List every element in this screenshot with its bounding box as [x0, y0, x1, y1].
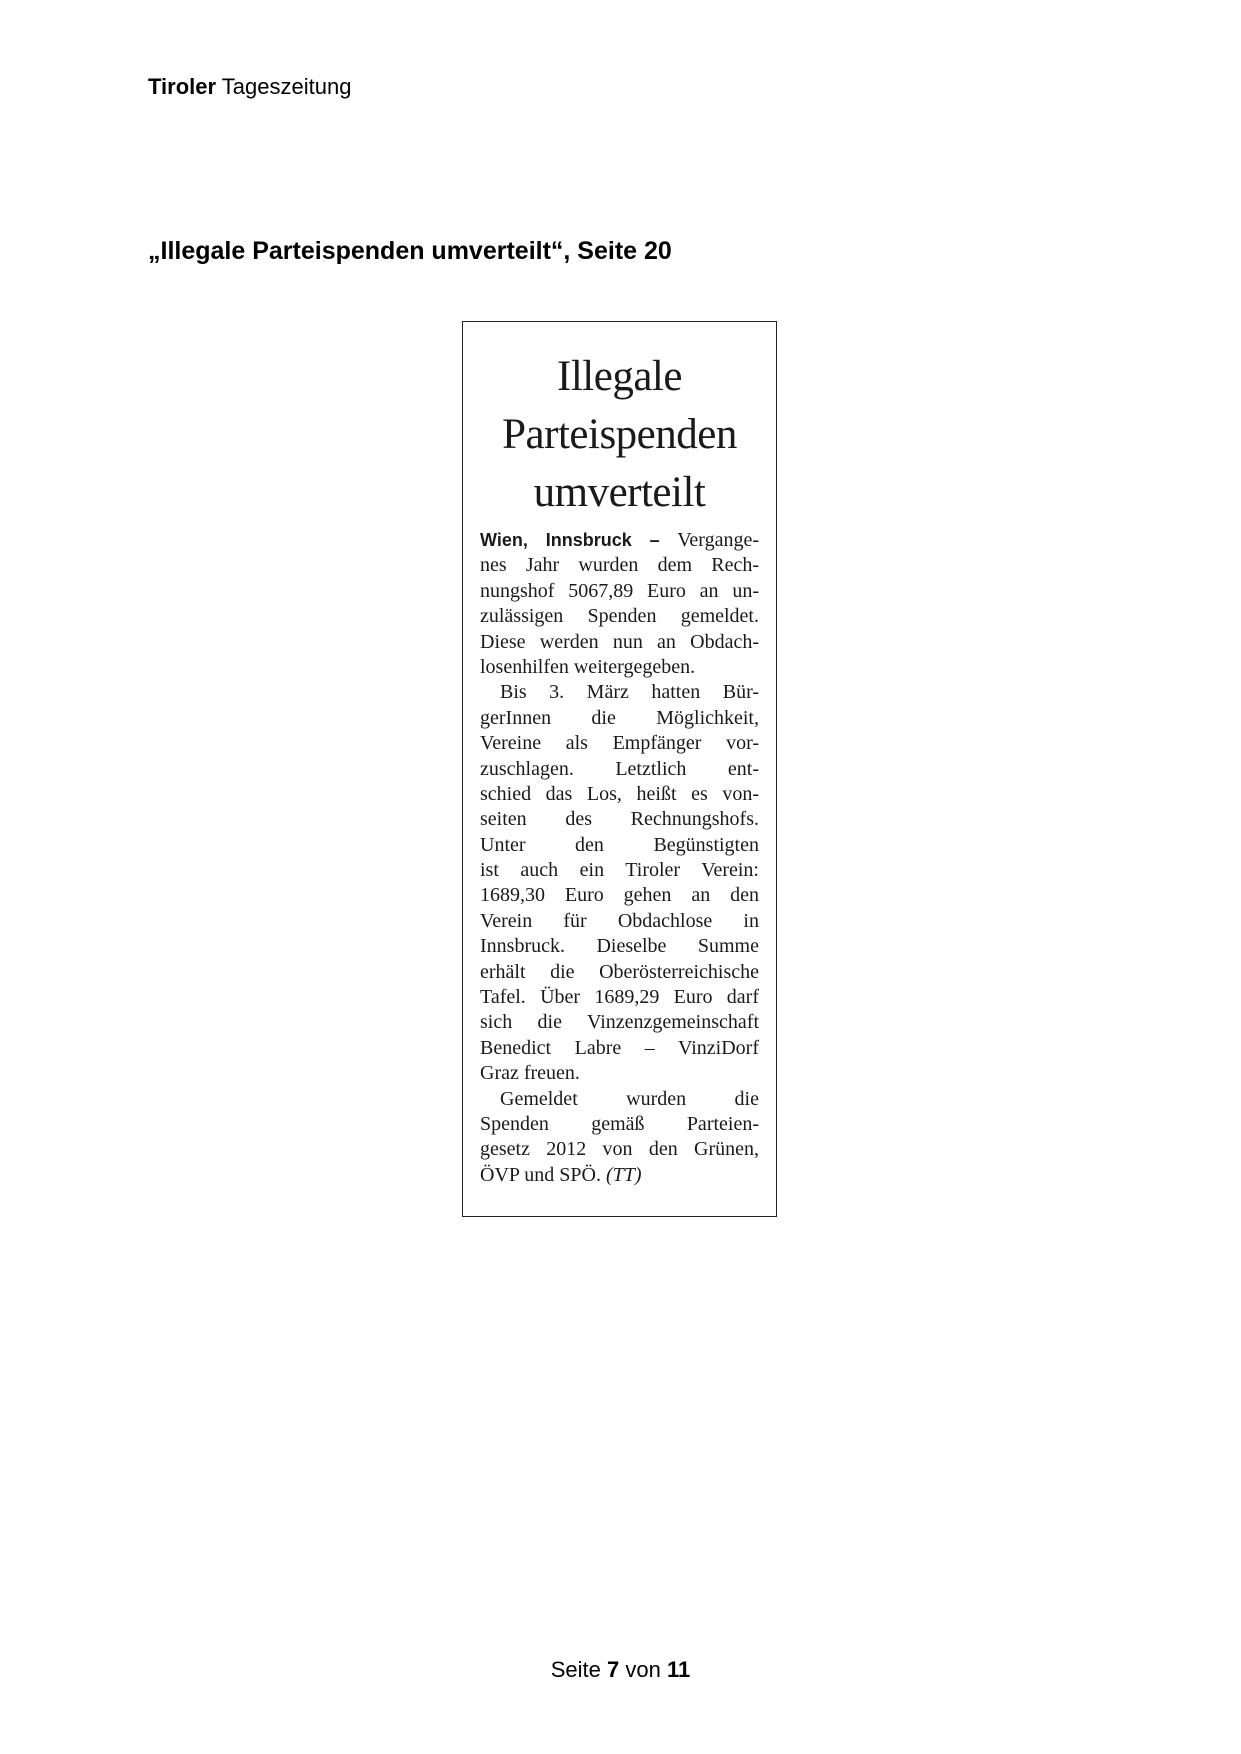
article-line: Gemeldet wurden die [500, 1087, 759, 1110]
article-line: nes Jahr wurden dem Rech- [480, 554, 759, 577]
article-line: Graz freuen. [480, 1062, 580, 1085]
article-line: Verein für Obdachlose in [480, 909, 759, 932]
total-page-count: 11 [666, 1657, 691, 1682]
current-page-number: 7 [607, 1657, 620, 1682]
publication-name-rest: Tageszeitung [216, 74, 352, 99]
headline-line: Parteispenden [502, 411, 737, 458]
footer-prefix: Seite [550, 1657, 608, 1682]
publication-header [148, 72, 351, 102]
article-line: zulässigen Spenden gemeldet. [480, 605, 759, 628]
article-line: Spenden gemäß Parteien- [480, 1112, 759, 1135]
agency-tag: (TT) [605, 1163, 642, 1186]
article-headline [463, 348, 776, 522]
article-line: sich die Vinzenzgemeinschaft [480, 1011, 759, 1034]
footer-middle: von [619, 1657, 667, 1682]
article-line: nungshof 5067,89 Euro an un- [480, 579, 759, 602]
article-line: zuschlagen. Letztlich ent- [480, 757, 759, 780]
article-line: Wien, Innsbruck – Vergange- [480, 529, 760, 551]
article-line: losenhilfen weitergegeben. [480, 655, 696, 678]
article-line: schied das Los, heißt es von- [480, 782, 759, 805]
article-line: Innsbruck. Dieselbe Summe [480, 935, 759, 958]
article-dateline: Wien, Innsbruck – [480, 530, 660, 550]
article-line: erhält die Oberösterreichische [480, 960, 759, 983]
article-line: Vereine als Empfänger vor- [480, 732, 759, 755]
article-line: Benedict Labre – VinziDorf [480, 1036, 759, 1059]
article-line: ÖVP und SPÖ. (TT) [480, 1163, 642, 1186]
article-line: Tafel. Über 1689,29 Euro darf [480, 986, 759, 1009]
headline-line: Illegale [557, 353, 682, 400]
publication-name-bold: Tiroler [148, 74, 217, 99]
page-footer [0, 1655, 1241, 1685]
article-line: Unter den Begünstigten [480, 833, 759, 856]
document-title: „Illegale Parteispenden umverteilt“, Seite 20 [148, 237, 672, 265]
article-line: seiten des Rechnungshofs. [480, 808, 759, 831]
article-line: gesetz 2012 von den Grünen, [480, 1138, 759, 1161]
article-line: Bis 3. März hatten Bür- [500, 681, 759, 704]
article-line: Diese werden nun an Obdach- [480, 630, 759, 653]
article-line: gerInnen die Möglichkeit, [480, 706, 759, 729]
article-body [480, 528, 759, 1188]
article-line: 1689,30 Euro gehen an den [480, 884, 759, 907]
article-line: ist auch ein Tiroler Verein: [480, 859, 759, 882]
headline-line: umverteilt [533, 469, 706, 516]
